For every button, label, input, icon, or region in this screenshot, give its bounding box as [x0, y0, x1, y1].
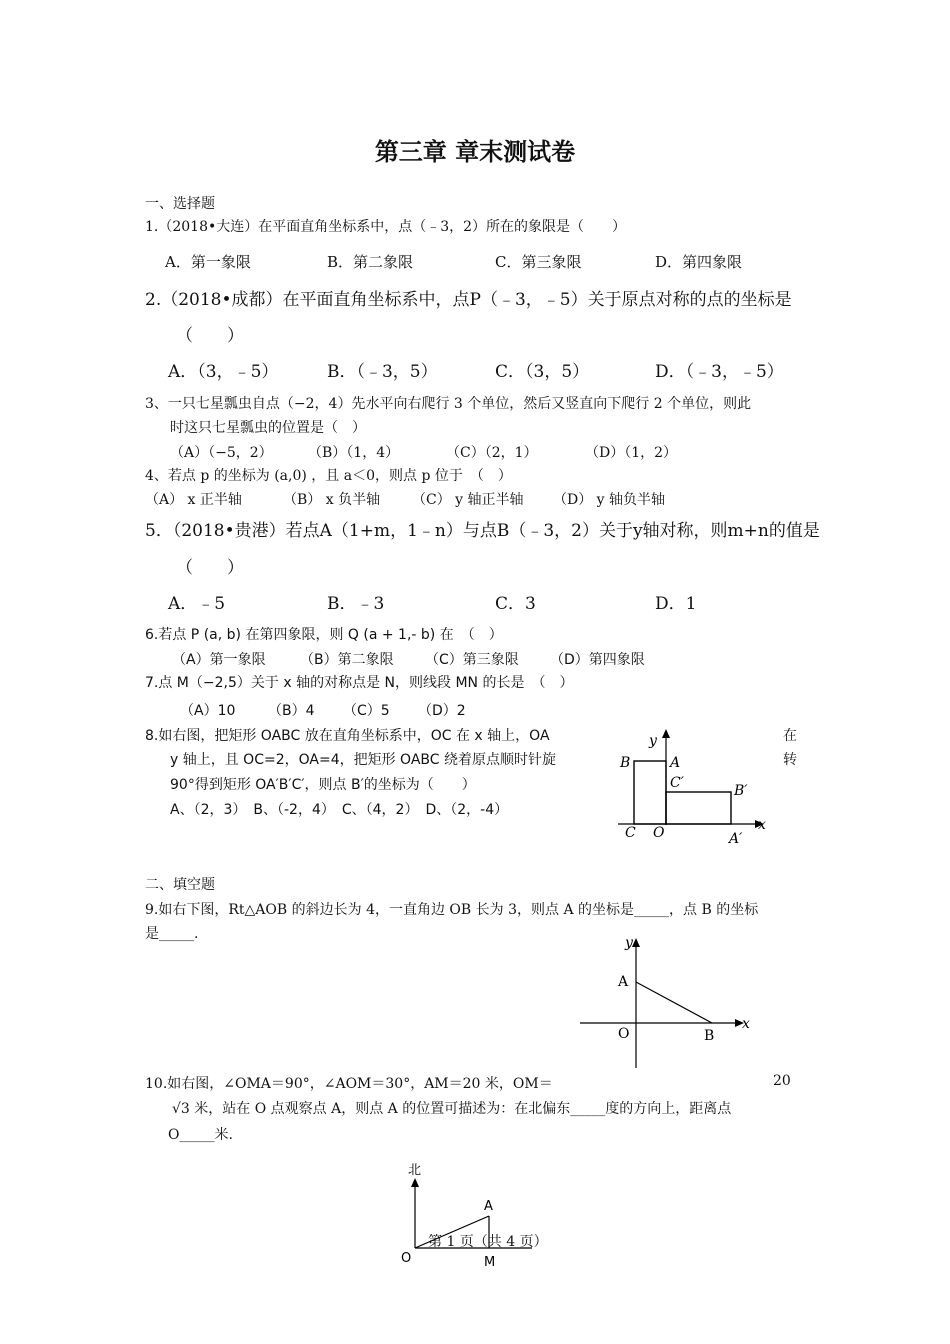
q5-option-d: D．1 [655, 594, 697, 614]
fig9-label-a: A [618, 974, 629, 990]
q1-option-c: C．第三象限 [495, 253, 582, 271]
q7-option-b: （B）4 [268, 703, 315, 719]
q7-option-d: （D）2 [418, 703, 466, 719]
q3-option-a: （A）（−5，2） [170, 445, 273, 461]
fig8-label-c: C [625, 825, 636, 841]
question-8-line2-end: 转 [783, 752, 797, 768]
q6-option-d: （D）第四象限 [550, 652, 645, 668]
fig8-label-y: y [649, 733, 657, 749]
fig9-label-y: y [625, 935, 633, 951]
fig8-label-a: A [670, 755, 681, 771]
q2-option-c: C．（3，5） [495, 362, 590, 382]
q2-blank: （ ） [176, 326, 244, 346]
q8-figure [600, 725, 780, 855]
q3-option-d: （D）（1，2） [585, 445, 678, 461]
fig8-label-a-prime: A′ [729, 831, 743, 847]
q10-figure [395, 1158, 545, 1273]
question-7-stem: 7.点 M（−2,5）关于 x 轴的对称点是 N，则线段 MN 的长是 （ ） [145, 675, 574, 691]
fig10-label-north: 北 [408, 1163, 422, 1178]
question-10-line2: √3 米，站在 O 点观察点 A，则点 A 的位置可描述为：在北偏东_____度的方向上，距离点 [172, 1101, 732, 1117]
question-5-stem: 5．（2018•贵港）若点A（1+m，1﹣n）与点B（﹣3，2）关于y轴对称，则m+n的值是 [145, 521, 820, 541]
fig8-label-o: O [653, 825, 665, 841]
q5-option-b: B．﹣3 [327, 594, 385, 614]
q7-option-c: （C）5 [343, 703, 390, 719]
q4-option-d: （D） y 轴负半轴 [553, 492, 666, 508]
q6-option-a: （A）第一象限 [172, 652, 266, 668]
q7-option-a: （A）10 [180, 703, 236, 719]
question-3-line2: 时这只七星瓢虫的位置是（ ） [170, 420, 366, 436]
fig8-label-b-prime: B′ [734, 783, 748, 799]
q5-option-a: A．﹣5 [168, 594, 226, 614]
q2-option-d: D．（﹣3，﹣5） [655, 362, 784, 382]
q9-figure [570, 930, 760, 1070]
question-1-stem: 1.（2018•大连）在平面直角坐标系中，点（﹣3，2）所在的象限是（ ） [145, 219, 627, 235]
question-10-line1-end: 20 [773, 1073, 791, 1089]
q6-option-b: （B）第二象限 [300, 652, 394, 668]
q1-option-a: A．第一象限 [165, 253, 251, 271]
fig8-label-c-prime: C′ [670, 775, 684, 791]
fig10-label-a: A [484, 1199, 493, 1214]
question-8-line2: y 轴上，且 OC=2，OA=4，把矩形 OABC 绕着原点顺时针旋 [170, 752, 556, 768]
question-10-line1: 10.如右图，∠OMA＝90°，∠AOM＝30°，AM＝20 米，OM＝ [145, 1076, 553, 1092]
hypotenuse-ab [636, 982, 712, 1023]
question-9-line2: 是_____. [145, 926, 199, 942]
question-9-line1: 9.如右下图，Rt△AOB 的斜边长为 4，一直角边 OB 长为 3，则点 A 的坐标是_____，点 B 的坐标 [145, 902, 759, 918]
q4-option-c: （C） y 轴正半轴 [412, 492, 524, 508]
fig10-label-o: O [401, 1251, 412, 1266]
q4-option-a: （A） x 正半轴 [145, 492, 242, 508]
q5-option-c: C．3 [495, 594, 536, 614]
question-8-line1: 8.如右图，把矩形 OABC 放在直角坐标系中，OC 在 x 轴上，OA [145, 728, 550, 744]
question-8-line3: 90°得到矩形 OA′B′C′，则点 B′的坐标为（ ） [170, 777, 476, 793]
section-heading-2: 二、填空题 [145, 877, 215, 893]
rectangle-rotated [666, 792, 731, 824]
question-10-line3: O_____米. [168, 1127, 233, 1143]
fig10-label-m: M [484, 1255, 496, 1270]
question-2-stem: 2.（2018•成都）在平面直角坐标系中，点P（﹣3，﹣5）关于原点对称的点的坐标是 [145, 290, 792, 310]
question-4-stem: 4、若点 p 的坐标为 (a,0) ，且 a＜0，则点 p 位于 （ ） [145, 468, 512, 484]
page-title: 第三章 章末测试卷 [374, 138, 576, 166]
page-footer: 第 1 页（共 4 页） [428, 1234, 548, 1250]
q4-option-b: （B） x 负半轴 [283, 492, 381, 508]
fig9-label-b: B [704, 1028, 715, 1044]
q2-option-b: B．（﹣3，5） [327, 362, 438, 382]
q3-option-c: （C）（2，1） [446, 445, 538, 461]
question-3-line1: 3、一只七星瓢虫自点（−2，4）先水平向右爬行 3 个单位，然后又竖直向下爬行 2 个单位，则此 [145, 396, 752, 412]
q3-option-b: （B）（1，4） [308, 445, 400, 461]
q5-blank: （ ） [176, 558, 244, 578]
q6-option-c: （C）第三象限 [425, 652, 519, 668]
rectangle-oabc [634, 761, 666, 824]
q2-option-a: A．（3，﹣5） [168, 362, 279, 382]
q1-option-b: B．第二象限 [327, 253, 414, 271]
question-8-options: A、（2，3） B、（-2，4） C、（4，2） D、（2，-4） [170, 802, 509, 818]
q1-option-d: D．第四象限 [655, 253, 743, 271]
question-6-stem: 6.若点 P (a, b) 在第四象限，则 Q (a + 1,- b) 在 （ ） [145, 627, 503, 643]
fig8-label-x: x [758, 817, 766, 833]
question-8-line1-end: 在 [783, 728, 797, 744]
fig8-label-b: B [620, 755, 631, 771]
fig9-label-o: O [618, 1026, 630, 1042]
section-heading: 一、选择题 [145, 196, 215, 212]
fig9-label-x: x [742, 1016, 750, 1032]
